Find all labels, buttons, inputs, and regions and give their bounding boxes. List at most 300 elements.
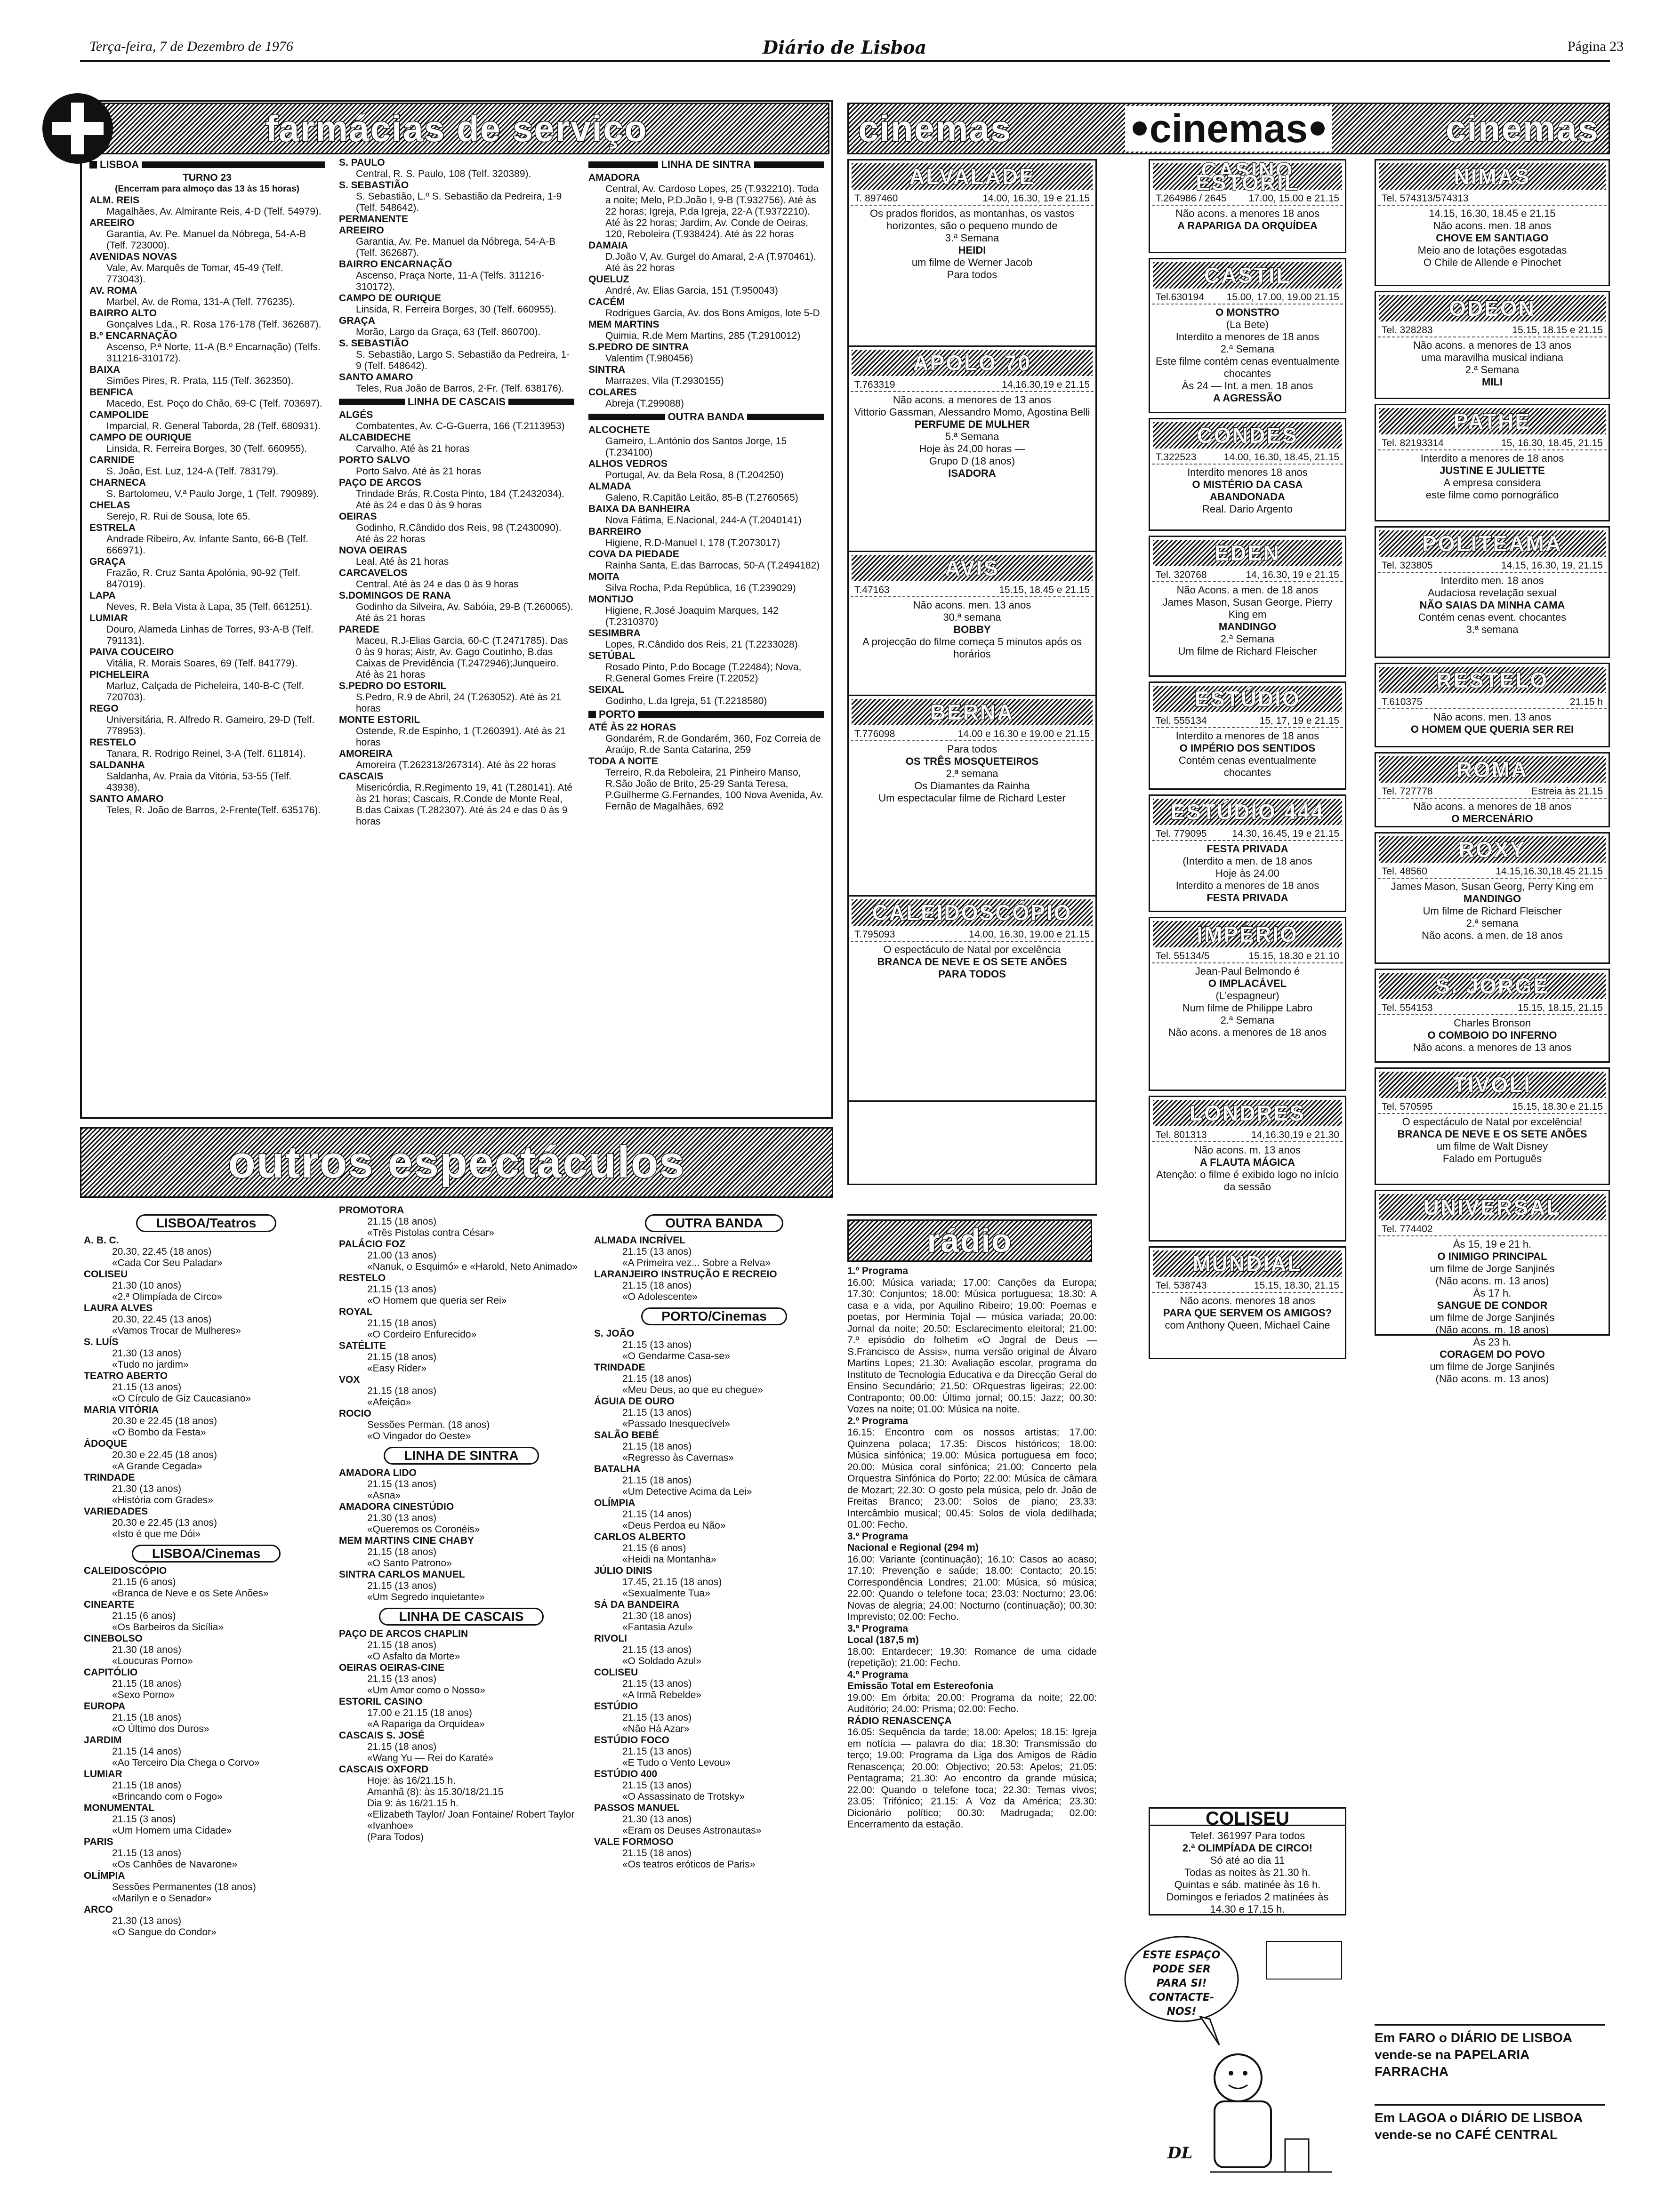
show-info: «Vamos Trocar de Mulheres» bbox=[112, 1325, 241, 1336]
cinema-info: O HOMEM QUE QUERIA SER REI bbox=[1410, 723, 1574, 735]
cinema-info: uma maravilha musical indiana bbox=[1421, 352, 1564, 363]
pharmacy-detail: Ascenso, P.ª Norte, 11-A (B.º Encarnação) (Telfs. 311216-310172). bbox=[106, 342, 321, 364]
pharmacy-area: AVENIDAS NOVAS bbox=[89, 251, 177, 262]
pharmacy-detail: Central. Até às 24 e das 0 às 9 horas bbox=[356, 579, 519, 590]
cinema-phone-row bbox=[1152, 950, 1343, 963]
show-entry bbox=[339, 1730, 584, 1764]
pharmacy-area: BENFICA bbox=[89, 387, 134, 398]
cinema-name-banner bbox=[852, 699, 1093, 725]
promo-lagoa: Em LAGOA o DIÁRIO DE LISBOA vende-se no CAFÉ CENTRAL bbox=[1375, 2104, 1605, 2143]
radio-p2-text: 16.15: Encontro com os nossos artistas; 17.00: Quinzena polaca; 17.35: Discos históricos; 18.00: Música sinfónica; 19.00: Música portuguesa em foco; 20.00: Música coral sinfónica; 21.00: Concerto pela Orquestra Sinfónica do Porto; 22.00: Música de câmara de Mozart; 22.30: O gosto pela música, pelo dr. João de Freitas Branco; 23.00: Solos de piano; 23.33: Intercâmbio musical; 00.45: Solos de viola dedilhada; 01.00: Fecho. bbox=[847, 1427, 1097, 1530]
pharmacy-entry bbox=[89, 387, 325, 409]
cinema-times: 14,16.30,19 e 21.30 bbox=[1251, 1130, 1339, 1140]
cinema-info: A empresa considera bbox=[1443, 477, 1541, 489]
pharmacy-area: QUELUZ bbox=[588, 274, 629, 285]
show-entry bbox=[339, 1662, 584, 1696]
cinema-name: UNIVERSAL bbox=[1423, 1195, 1561, 1219]
show-entry bbox=[339, 1374, 584, 1408]
show-venue: LUMIAR bbox=[84, 1769, 122, 1779]
cinema-times: Estreia às 21.15 bbox=[1531, 786, 1603, 797]
cinema-name-banner bbox=[1153, 262, 1342, 289]
cinema-info: Os Diamantes da Rainha bbox=[914, 780, 1030, 792]
pharmacy-entry bbox=[339, 590, 574, 624]
pharmacy-area: BAIXA bbox=[89, 364, 121, 375]
show-info: «Fantasia Azul» bbox=[622, 1622, 693, 1633]
show-venue: S. LUÍS bbox=[84, 1337, 119, 1347]
show-venue: CALEIDOSCÓPIO bbox=[84, 1565, 167, 1576]
pharmacy-detail: Ascenso, Praça Norte, 11-A (Telfs. 311216-310172). bbox=[356, 270, 545, 292]
pharmacy-area: AREEIRO bbox=[89, 217, 135, 228]
cinema-name-banner bbox=[1379, 667, 1606, 693]
show-info: «Sexo Porno» bbox=[112, 1690, 175, 1700]
show-info: «Regresso às Cavernas» bbox=[622, 1452, 734, 1463]
show-info: 21.15 (13 anos) bbox=[112, 1382, 182, 1393]
cinema-info: um filme de Jorge Sanjinés bbox=[1430, 1263, 1555, 1274]
pharmacy-detail: Lopes, R.Cândido dos Reis, 21 (T.2233028) bbox=[605, 639, 798, 650]
pharmacy-entry bbox=[339, 409, 574, 432]
show-info: 20.30, 22.45 (18 anos) bbox=[112, 1246, 212, 1257]
show-entry bbox=[339, 1205, 584, 1239]
pharmacy-area: CHARNECA bbox=[89, 477, 146, 488]
show-info: 21.15 (13 anos) bbox=[622, 1780, 692, 1791]
show-info: 21.00 (13 anos) bbox=[367, 1250, 437, 1261]
show-info: «Não Há Azar» bbox=[622, 1723, 690, 1734]
pharmacy-area: PICHELEIRA bbox=[89, 669, 150, 680]
cinema-name-banner bbox=[1379, 756, 1606, 783]
cinema-path- bbox=[1375, 404, 1610, 521]
show-venue: SINTRA CARLOS MANUEL bbox=[339, 1569, 465, 1580]
cinema--den bbox=[1149, 536, 1346, 677]
pharmacy-entry bbox=[339, 748, 574, 771]
cinema-name: IMPÉRIO bbox=[1197, 922, 1298, 946]
pharmacy-area: AV. ROMA bbox=[89, 285, 137, 296]
cinema-name: ROMA bbox=[1456, 757, 1528, 782]
cinema-times: 15.15, 18.30 e 21.15 bbox=[1512, 1101, 1603, 1112]
show-info: 21.15 (18 anos) bbox=[367, 1640, 437, 1651]
show-venue: ÁDOQUE bbox=[84, 1438, 128, 1449]
cinema-info: A AGRESSÃO bbox=[1213, 392, 1282, 404]
pharmacy-detail: Maceu, R.J-Elias Garcia, 60-C (T.2471785). Das 0 às 9 horas; Aistr, Av. Gago Coutinho, B.das Caixas de Previdência (T.2472946);Junqueiro. Até às 21 horas bbox=[356, 635, 568, 680]
pharmacy-area: BAIRRO ALTO bbox=[89, 308, 157, 319]
pharmacy-entry bbox=[339, 455, 574, 477]
cinema-name: MUNDIAL bbox=[1192, 1251, 1303, 1276]
cinema-phone-row bbox=[1378, 696, 1607, 709]
show-venue: RIVOLI bbox=[594, 1633, 627, 1644]
pharmacy-entry bbox=[89, 613, 325, 647]
pharmacy-entry bbox=[588, 571, 824, 594]
cinema-info: Um filme de Richard Fleischer bbox=[1423, 905, 1562, 917]
cinema-info: 3.ª semana bbox=[1466, 624, 1519, 635]
show-entry bbox=[84, 1803, 329, 1836]
show-venue: S. JOÃO bbox=[594, 1328, 635, 1339]
heading-bar bbox=[754, 161, 824, 168]
cinema-name-banner bbox=[1379, 1072, 1606, 1098]
show-info: Hoje: às 16/21.15 h. bbox=[367, 1775, 456, 1786]
show-venue: JARDIM bbox=[84, 1735, 122, 1746]
pharmacy-entry bbox=[89, 669, 325, 703]
pharmacies-col-3 bbox=[588, 157, 824, 812]
cinema-info: Num filme de Philippe Labro bbox=[1182, 1002, 1313, 1014]
pharmacy-entry bbox=[89, 432, 325, 455]
show-venue: ROCIO bbox=[339, 1408, 371, 1419]
show-info: «O Sangue do Condor» bbox=[112, 1927, 217, 1938]
cinema-times: 15.00, 17.00, 19.00 21.15 bbox=[1226, 292, 1339, 303]
show-info: 21.30 (13 anos) bbox=[112, 1348, 182, 1359]
show-info: 21.15 (13 anos) bbox=[622, 1746, 692, 1757]
show-entry bbox=[84, 1404, 329, 1438]
cinema-name-banner bbox=[1379, 163, 1606, 190]
cinema-name: ÉDEN bbox=[1215, 541, 1280, 565]
pharmacy-entry bbox=[339, 477, 574, 511]
cinema-info: PERFUME DE MULHER bbox=[914, 418, 1030, 430]
show-venue: CINEARTE bbox=[84, 1599, 135, 1610]
cinema-name-banner bbox=[1379, 1194, 1606, 1220]
show-info: «O Círculo de Giz Caucasiano» bbox=[112, 1393, 251, 1404]
show-info: «Easy Rider» bbox=[367, 1363, 427, 1374]
show-info: «A Primeira vez... Sobre a Relva» bbox=[622, 1258, 771, 1268]
pharmacy-entry bbox=[339, 338, 574, 372]
pharmacy-area: SALDANHA bbox=[89, 760, 145, 770]
radio-p3-sub: Nacional e Regional (294 m) bbox=[847, 1542, 979, 1553]
pharmacy-list-lisboa bbox=[89, 195, 325, 816]
cinema-info: (La Bete) bbox=[1226, 319, 1269, 330]
cinema-phone-row bbox=[1152, 1280, 1343, 1293]
lisboa-cinemas-list-2 bbox=[339, 1205, 584, 1442]
show-venue: SÁ DA BANDEIRA bbox=[594, 1599, 680, 1610]
cinema-info: CHOVE EM SANTIAGO bbox=[1436, 232, 1549, 244]
pharmacies-col-2 bbox=[339, 157, 574, 827]
cinema-info: BRANCA DE NEVE E OS SETE ANÕES bbox=[877, 956, 1067, 968]
turno-note: (Encerram para almoço das 13 às 15 horas) bbox=[115, 184, 299, 194]
show-info: «Loucuras Porno» bbox=[112, 1656, 193, 1667]
cinema-info: JUSTINE E JULIETTE bbox=[1440, 465, 1545, 476]
cinema-times: 14.15,16.30,18.45 21.15 bbox=[1496, 866, 1603, 877]
pharmacy-detail: Vitália, R. Morais Soares, 69 (Telf. 841779). bbox=[106, 658, 298, 669]
pharmacy-area: RESTELO bbox=[89, 737, 137, 748]
cinema-info: Às 15, 19 e 21 h. bbox=[1453, 1238, 1532, 1250]
cinema-name: CONDES bbox=[1197, 423, 1298, 448]
cinema-times: 14.00, 16.30, 19 e 21.15 bbox=[982, 193, 1090, 204]
cinema-name: ESTÚDIO 444 bbox=[1170, 800, 1325, 824]
cinema-est-dio-444 bbox=[1149, 794, 1346, 912]
cinema-info: um filme de Walt Disney bbox=[1436, 1140, 1548, 1152]
pharmacy-area: MEM MARTINS bbox=[588, 319, 660, 330]
cinema-info: 30.ª semana bbox=[943, 611, 1001, 623]
cinema-phone: T.264986 / 2645 bbox=[1156, 193, 1227, 204]
cinema-name: CASTIL bbox=[1204, 263, 1291, 288]
cinemas-title-right: cinemas bbox=[1445, 107, 1599, 149]
pharmacy-entry bbox=[89, 251, 325, 285]
cinema-name: BERNA bbox=[930, 700, 1014, 724]
cinema-info: Charles Bronson bbox=[1454, 1017, 1531, 1029]
lisboa-teatros-pill: LISBOA/Teatros bbox=[136, 1214, 277, 1232]
pharmacy-detail: Marluz, Calçada de Picheleira, 140-B-C (Telf. 720703). bbox=[106, 681, 305, 703]
show-entry bbox=[339, 1340, 584, 1374]
radio-p5-sub: Emissão Total em Estereofonia bbox=[847, 1681, 994, 1691]
cinema-info: (Interdito a men. de 18 anos bbox=[1182, 855, 1312, 867]
pharmacy-detail: S. Sebastião, Largo S. Sebastião da Pedreira, 1-9 (Telf. 548642). bbox=[356, 349, 570, 371]
cinema-name: RESTELO bbox=[1436, 668, 1549, 692]
pharmacy-entry bbox=[588, 425, 824, 458]
cinema-phone-row bbox=[1378, 866, 1607, 879]
show-info: 21.15 (13 anos) bbox=[622, 1712, 692, 1723]
cinemas-col-3 bbox=[1375, 159, 1610, 1385]
show-venue: TEATRO ABERTO bbox=[84, 1370, 168, 1381]
show-info: «Um Amor como o Nosso» bbox=[367, 1685, 485, 1696]
show-entry bbox=[84, 1701, 329, 1735]
bullet-icon bbox=[1311, 121, 1325, 136]
show-entry bbox=[339, 1628, 584, 1662]
show-info: «Um Segredo inquietante» bbox=[367, 1592, 485, 1603]
cinema-info: FESTA PRIVADA bbox=[1207, 843, 1288, 855]
pharmacy-detail: Marrazes, Vila (T.2930155) bbox=[605, 376, 724, 386]
pharmacy-detail: Combatentes, Av. C-G-Guerra, 166 (T.2113953) bbox=[356, 421, 565, 432]
cinema-phone-row bbox=[1378, 785, 1607, 799]
show-entry bbox=[594, 1396, 834, 1430]
show-venue: A. B. C. bbox=[84, 1235, 119, 1246]
cinema-info: Este filme contém cenas eventualmente chocantes bbox=[1155, 355, 1340, 379]
cinema-times: 14.00 e 16.30 e 19.00 e 21.15 bbox=[957, 729, 1090, 739]
pharmacy-entry bbox=[339, 372, 574, 394]
pharmacy-entry bbox=[89, 308, 325, 330]
cinema-name-banner bbox=[852, 350, 1093, 376]
radio-p6-heading: RÁDIO RENASCENÇA bbox=[847, 1715, 952, 1726]
show-entry bbox=[594, 1498, 834, 1531]
pharmacy-cross-icon bbox=[42, 93, 113, 164]
cinema-info: Não acons. a men. de 18 anos bbox=[1422, 930, 1563, 941]
pharmacy-area: TODA A NOITE bbox=[588, 756, 658, 767]
pharmacy-detail: Porto Salvo. Até às 21 horas bbox=[356, 466, 482, 477]
radio-p5-text: 19.00: Em órbita; 20.00: Programa da noite; 22.00: Auditório; 24.00: Prisma; 02.00: Fecho. bbox=[847, 1692, 1097, 1715]
cinema-phone: Tel.630194 bbox=[1156, 292, 1204, 303]
pharmacy-entry bbox=[339, 157, 574, 180]
teatros-list bbox=[84, 1235, 329, 1540]
pharmacy-entry bbox=[588, 481, 824, 504]
pharmacy-area: ALHOS VEDROS bbox=[588, 458, 668, 469]
cinema-name: LONDRES bbox=[1190, 1101, 1305, 1125]
sintra-list bbox=[339, 1467, 584, 1603]
porto-subheading: ATÉ ÀS 22 HORAS bbox=[588, 722, 676, 733]
pharmacy-entry bbox=[89, 195, 325, 217]
show-venue: VARIEDADES bbox=[84, 1506, 148, 1517]
show-entry bbox=[84, 1303, 329, 1337]
cinema-info: Hoje às 24.00 bbox=[1215, 867, 1279, 879]
show-venue: PARIS bbox=[84, 1836, 113, 1847]
cinema-info: ISADORA bbox=[948, 467, 996, 479]
cinema-times: 15, 16.30, 18.45, 21.15 bbox=[1501, 438, 1603, 449]
pharmacy-detail: Teles, R. João de Barros, 2-Frente(Telf. 635176). bbox=[106, 805, 321, 816]
show-entry bbox=[84, 1337, 329, 1370]
pharmacy-area: PAREDE bbox=[339, 624, 379, 635]
cinema-info: (L'espagneur) bbox=[1215, 990, 1279, 1002]
cinema-phone: Tel. 727778 bbox=[1382, 786, 1433, 797]
cinemas-title-left: cinemas bbox=[858, 107, 1012, 149]
pharmacy-detail: Douro, Alameda Linhas de Torres, 93-A-B (Telf. 791131). bbox=[106, 624, 314, 646]
show-venue: SATÉLITE bbox=[339, 1340, 386, 1351]
radio-p1-heading: 1.º Programa bbox=[847, 1266, 909, 1276]
cinema-name: S. JORGE bbox=[1435, 974, 1549, 998]
pharmacy-detail: Central, Av. Cardoso Lopes, 25 (T.932210). Toda a noite; Melo, P.D.João I, 9-B (T.932756). Até às 22 horas; Igreja, P.da Igreja, 22-A (T.9372210). Até às 22 horas; Jardim, Av. Conde de Oeiras, 120, Reboleira (T.938424). Até às 22 horas bbox=[605, 184, 819, 240]
pharmacy-detail: Frazão, R. Cruz Santa Apolónia, 90-92 (Telf. 847019). bbox=[106, 568, 301, 590]
cinema-info: CORAGEM DO POVO bbox=[1440, 1348, 1545, 1360]
show-entry bbox=[84, 1836, 329, 1870]
cinema-info: PARA QUE SERVEM OS AMIGOS? bbox=[1163, 1307, 1332, 1319]
show-venue: BATALHA bbox=[594, 1464, 641, 1475]
cinema-info: MILI bbox=[1482, 376, 1503, 388]
cinema-londres bbox=[1149, 1096, 1346, 1242]
show-venue: TRINDADE bbox=[594, 1362, 645, 1373]
cinema-info: Para todos bbox=[947, 743, 997, 755]
show-info: 21.15 (18 anos) bbox=[367, 1216, 437, 1227]
pharmacy-area: ESTRELA bbox=[89, 522, 136, 533]
outros-title: outros espectáculos bbox=[228, 1137, 685, 1187]
pharmacy-entry bbox=[588, 297, 824, 319]
pharmacy-list-lisboa-2 bbox=[339, 157, 574, 394]
cinema-phone-row bbox=[1152, 1129, 1343, 1142]
show-info: «Marilyn e o Senador» bbox=[112, 1893, 212, 1904]
show-venue: MARIA VITÓRIA bbox=[84, 1404, 159, 1415]
cinema-info: (Não acons. m. 13 anos) bbox=[1435, 1373, 1549, 1385]
show-entry bbox=[594, 1803, 834, 1836]
cascais-list bbox=[339, 1628, 584, 1843]
pharmacy-area: MOITA bbox=[588, 571, 620, 582]
pharmacy-area: CARNIDE bbox=[89, 455, 135, 465]
show-info: 21.15 (13 anos) bbox=[367, 1580, 437, 1591]
radio-p4-sub: Local (187,5 m) bbox=[847, 1635, 919, 1645]
show-info: «O Asfalto da Morte» bbox=[367, 1651, 460, 1662]
show-info: «O Homem que queria ser Rei» bbox=[367, 1295, 507, 1306]
pharmacy-entry bbox=[339, 214, 574, 225]
cinema-phone-row bbox=[851, 728, 1094, 741]
cinema-info: Um espectacular filme de Richard Lester bbox=[878, 792, 1066, 804]
coliseu-info: 2.ª OLIMPÍADA DE CIRCO! bbox=[1182, 1842, 1313, 1854]
cinema-phone-row bbox=[851, 929, 1094, 942]
show-info: «Deus Perdoa eu Não» bbox=[622, 1520, 726, 1531]
cinema-name-banner bbox=[852, 555, 1093, 581]
show-entry bbox=[339, 1239, 584, 1273]
cinema-info: Falado em Português bbox=[1442, 1153, 1542, 1164]
cinema-times: 15, 17, 19 e 21.15 bbox=[1259, 715, 1339, 726]
cinema-info: A projecção do filme começa 5 minutos após os horários bbox=[862, 636, 1082, 660]
pharmacy-detail: S. Bartolomeu, V.ª Paulo Jorge, 1 (Telf. 790989). bbox=[106, 489, 319, 499]
pharmacy-area: AMOREIRA bbox=[339, 748, 393, 759]
cinema-info: Interdito a menores de 18 anos bbox=[1175, 331, 1319, 343]
show-entry bbox=[594, 1836, 834, 1870]
cinema-info: O Chile de Allende e Pinochet bbox=[1423, 256, 1561, 268]
show-info: 21.15 (18 anos) bbox=[367, 1547, 437, 1557]
cinema-info: 2.ª Semana bbox=[1465, 364, 1520, 376]
show-entry bbox=[84, 1565, 329, 1599]
cinema-roma bbox=[1375, 752, 1610, 827]
cinema-times: 14,16.30,19 e 21.15 bbox=[1002, 379, 1090, 390]
cinema-imp-rio bbox=[1149, 917, 1346, 1091]
porto-heading: PORTO bbox=[588, 709, 824, 720]
cinema-times: 15.15, 18.30 e 21.10 bbox=[1248, 951, 1339, 962]
turno: TURNO 23 bbox=[183, 172, 232, 183]
pharmacy-entry bbox=[588, 319, 824, 342]
pharmacy-area: BAIRRO ENCARNAÇÃO bbox=[339, 259, 452, 270]
show-venue: COLISEU bbox=[594, 1667, 638, 1678]
square-bullet-icon bbox=[89, 161, 97, 168]
cinema-info: Às 24 — Int. a men. 18 anos bbox=[1182, 380, 1313, 392]
pharmacy-detail: Marbel, Av. de Roma, 131-A (Telf. 776235). bbox=[106, 297, 295, 307]
cinema-name-banner bbox=[1379, 836, 1606, 863]
cinema-casino-estoril bbox=[1149, 159, 1346, 253]
show-info: «Wang Yu — Rei do Karaté» bbox=[367, 1753, 494, 1763]
cinema-info: Não acons. men. 13 anos bbox=[1433, 711, 1552, 723]
cartoon-bubble-text: ESTE ESPAÇO PODE SER PARA SI! CONTACTE-NOS! bbox=[1142, 1949, 1221, 2018]
cinema-phone-row bbox=[1152, 715, 1343, 728]
show-info: 21.30 (18 anos) bbox=[112, 1644, 182, 1655]
pharmacy-area: DAMAIA bbox=[588, 240, 628, 251]
pharmacy-area: CASCAIS bbox=[339, 771, 384, 782]
outros-banner bbox=[80, 1127, 833, 1198]
pharmacy-detail: Godinho, R.Cândido dos Reis, 98 (T.2430090). Até às 22 horas bbox=[356, 522, 562, 545]
cinema-s-jorge bbox=[1375, 969, 1610, 1063]
pharmacy-area: CAMPO DE OURIQUE bbox=[339, 293, 442, 304]
show-info: 21.15 (13 anos) bbox=[622, 1339, 692, 1350]
cinema-name: ESTÚDIO bbox=[1194, 687, 1301, 711]
cinema-info: Contém cenas eventualmente chocantes bbox=[1178, 754, 1317, 778]
show-entry bbox=[84, 1870, 329, 1904]
show-info: «O Assassinato de Trotsky» bbox=[622, 1791, 745, 1802]
show-info: «Passado Inesquecível» bbox=[622, 1419, 730, 1429]
cinema-info: 2.ª semana bbox=[946, 768, 998, 779]
cinema-phone: Tel. 779095 bbox=[1156, 828, 1207, 839]
cinema-info: um filme de Jorge Sanjinés bbox=[1430, 1361, 1555, 1372]
show-info: «Três Pistolas contra César» bbox=[367, 1227, 494, 1238]
pharmacy-entry bbox=[588, 628, 824, 650]
pharmacy-entry bbox=[89, 364, 325, 387]
show-venue: ARCO bbox=[84, 1904, 113, 1915]
cinema-times: 15.15, 18.15, 21.15 bbox=[1518, 1002, 1603, 1013]
pharmacy-area: CARCAVELOS bbox=[339, 568, 408, 578]
show-venue: CINEBOLSO bbox=[84, 1633, 143, 1644]
show-entry bbox=[594, 1328, 834, 1362]
show-info: (Para Todos) bbox=[367, 1832, 424, 1843]
pharmacy-area: NOVA OEIRAS bbox=[339, 545, 407, 556]
pharmacy-entry bbox=[339, 624, 574, 681]
pharmacy-entry bbox=[588, 240, 824, 274]
show-venue: MEM MARTINS CINE CHABY bbox=[339, 1535, 474, 1546]
cinema-info: PARA TODOS bbox=[938, 968, 1006, 980]
pharmacy-entry bbox=[588, 387, 824, 409]
show-info: 21.15 (14 anos) bbox=[622, 1509, 692, 1520]
newspaper-title: Diário de Lisboa bbox=[763, 37, 927, 58]
coliseu-info: Só até ao dia 11 bbox=[1210, 1854, 1285, 1866]
cinema-info: Não acons. a menores de 18 anos bbox=[1168, 1026, 1327, 1038]
coliseu-lines bbox=[1150, 1830, 1345, 1915]
show-info: «O Bombo da Festa» bbox=[112, 1427, 206, 1438]
cinema-info: Interdito a menores de 18 anos bbox=[1420, 452, 1564, 464]
show-entry bbox=[84, 1269, 329, 1303]
pharmacy-detail: Garantia, Av. Pe. Manuel da Nóbrega, 54-A-B (Telf. 362687). bbox=[356, 236, 556, 258]
cinema-phone: Tel. 574313/574313 bbox=[1382, 193, 1469, 204]
pharmacy-detail: Higiene, R.D-Manuel I, 178 (T.2073017) bbox=[605, 537, 780, 548]
cinema-phone: Tel. 323805 bbox=[1382, 560, 1433, 571]
show-info: «O Último dos Duros» bbox=[112, 1723, 209, 1734]
show-info: «Um Homem uma Cidade» bbox=[112, 1825, 232, 1836]
show-entry bbox=[594, 1531, 834, 1565]
porto-cinemas-list bbox=[594, 1328, 834, 1870]
show-info: «2.ª Olimpíada de Circo» bbox=[112, 1291, 223, 1302]
pharmacy-area: AREEIRO bbox=[339, 225, 384, 236]
cinemas-title-center: cinemas bbox=[1125, 106, 1332, 152]
outra-banda-pill: OUTRA BANDA bbox=[645, 1214, 783, 1232]
pharmacy-detail: S.Pedro, R.9 de Abril, 24 (T.263052). Até às 21 horas bbox=[356, 692, 562, 714]
show-info: «Os teatros eróticos de Paris» bbox=[622, 1859, 756, 1870]
pharmacies-banner bbox=[84, 103, 829, 154]
